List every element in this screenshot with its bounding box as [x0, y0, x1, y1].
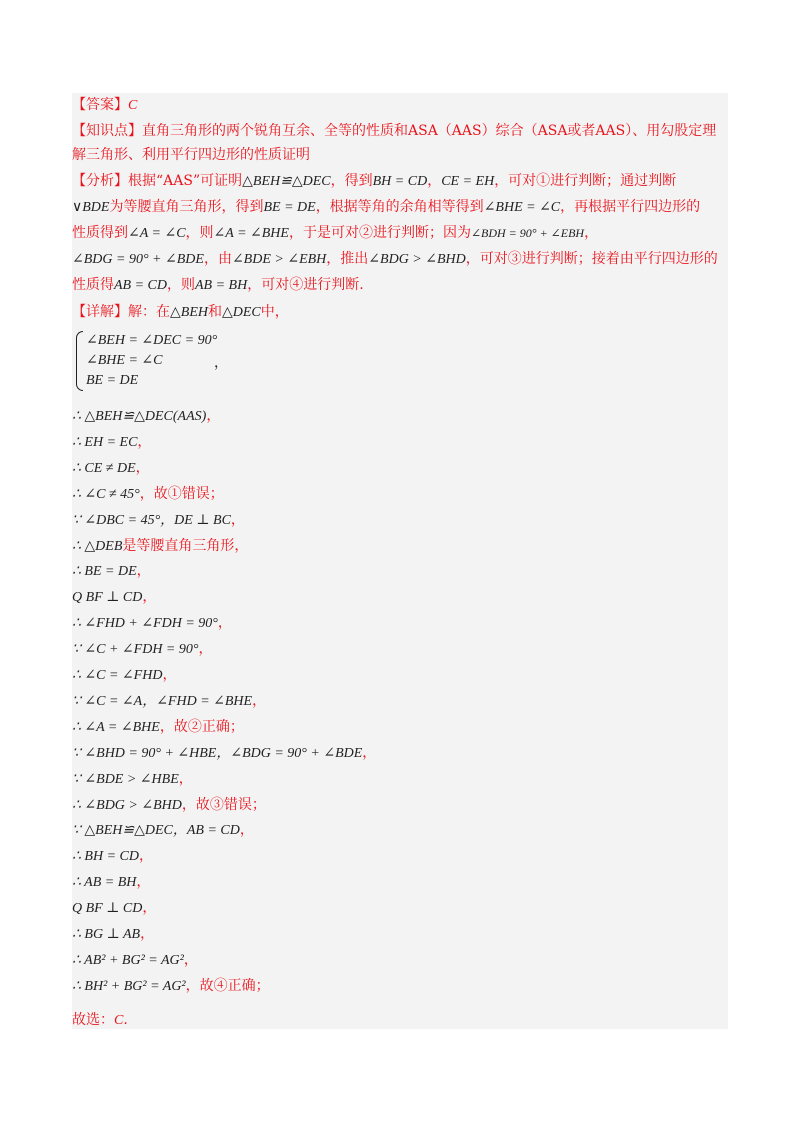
proof-step	[72, 510, 245, 531]
system-line-3: BE = DE	[86, 373, 139, 388]
step-math: ∴ BG ⊥ AB	[72, 927, 141, 942]
text: 中，	[260, 304, 289, 320]
left-brace-icon	[76, 331, 83, 391]
math: CE = EH	[441, 174, 495, 189]
math: ∠BDH = 90° + ∠EBH	[470, 226, 585, 240]
step-text: ，	[183, 951, 198, 968]
step-math: ∴ ∠A = ∠BHE	[72, 719, 160, 735]
text: 为等腰直角三角形，得到	[109, 199, 264, 215]
proof-step	[72, 924, 154, 945]
step-math: ∵ ∠BHD = 90° + ∠HBE，∠BDG = 90° + ∠BDE	[72, 745, 363, 761]
proof-step	[72, 691, 266, 712]
math: △DEC	[221, 305, 261, 320]
step-text: ，	[135, 459, 150, 476]
text: 性质得	[72, 277, 114, 293]
proof-step	[72, 406, 220, 427]
step-text: ，	[142, 900, 157, 917]
text: ，则	[167, 277, 195, 293]
step-text: ，	[138, 848, 153, 865]
step-math: ∴ BE = DE	[72, 564, 137, 580]
knowledge-line-2: 解三角形、利用平行四边形的性质证明	[72, 147, 310, 163]
detail-heading	[72, 302, 289, 323]
text: ，则	[185, 225, 214, 241]
text: 性质得到	[72, 225, 128, 241]
text: ，得到	[330, 173, 373, 189]
step-math: ∴ ∠BDG > ∠BHD	[72, 797, 182, 813]
equation-system	[74, 331, 274, 395]
step-math: ∴ AB = BH	[72, 875, 137, 891]
step-text: ，	[142, 589, 157, 606]
text: ，	[584, 225, 599, 241]
proof-step	[72, 484, 224, 505]
proof-step	[72, 846, 153, 867]
proof-step	[72, 976, 270, 997]
analysis-label: 【分析】	[72, 173, 128, 189]
text: ，于是可对②进行判断；因为	[288, 225, 471, 241]
proof-step	[72, 587, 156, 608]
proof-step	[72, 872, 150, 893]
step-math: ∵ △BEH≌△DEC，AB = CD	[72, 823, 240, 839]
step-text: ，故④正确；	[185, 977, 270, 994]
math: ∠A = ∠C	[128, 226, 186, 241]
step-text: ，故②正确；	[159, 718, 244, 735]
proof-step	[72, 613, 232, 634]
analysis-line-5	[72, 275, 364, 296]
proof-step	[72, 769, 193, 790]
math: BH = CD	[372, 174, 428, 189]
step-math: ∵ ∠C + ∠FDH = 90°	[72, 642, 199, 658]
answer-value: C	[128, 98, 138, 113]
step-math: Q BF ⊥ CD	[72, 590, 143, 606]
step-math: ∴ △DEB	[72, 538, 123, 554]
analysis-line-4	[72, 249, 718, 270]
step-math: ∴ EH = EC	[72, 434, 138, 450]
step-math: ∴ BH² + BG² = AG²	[72, 978, 186, 994]
step-text: ，	[239, 822, 254, 839]
proof-step	[72, 458, 150, 479]
math: ∠BHE = ∠C	[483, 200, 561, 215]
math: ∠A = ∠BHE	[213, 226, 289, 241]
document-body	[72, 93, 728, 1029]
text: ，根据等角的余角相等得到	[315, 199, 484, 215]
proof-step	[72, 795, 266, 816]
proof-step	[72, 561, 151, 582]
math: ∠BDE > ∠EBH	[231, 252, 327, 267]
final-answer-line	[72, 1010, 128, 1031]
proof-step	[72, 717, 244, 738]
math: ∠BDG > ∠BHD	[368, 252, 466, 267]
step-text: ，	[217, 615, 232, 632]
answer-line	[72, 95, 137, 116]
math: BE = DE	[263, 200, 316, 215]
final-value: C	[114, 1013, 124, 1028]
math: AB = BH	[195, 278, 248, 293]
math: ∨BDE	[72, 200, 110, 215]
final-label: 故选：	[72, 1012, 114, 1028]
proof-step	[72, 820, 254, 841]
step-text: ，	[252, 692, 267, 709]
text: ，再根据平行四边形的	[560, 199, 701, 215]
text: ，由	[203, 251, 232, 267]
step-text: ，	[136, 874, 151, 891]
step-text: ，	[162, 667, 177, 683]
knowledge-line-1: 【知识点】直角三角形的两个锐角互余、全等的性质和ASA（AAS）综合（ASA或者AAS）、用勾股定理	[72, 123, 717, 139]
step-text: 是等腰直角三角形，	[122, 537, 249, 554]
step-text: ，	[137, 433, 152, 450]
step-text: ，	[362, 744, 377, 761]
system-line-2: ∠BHE = ∠C	[86, 353, 163, 368]
proof-step	[72, 950, 198, 971]
step-math: ∴ BH = CD	[72, 849, 139, 865]
proof-step	[72, 536, 248, 557]
step-math: ∴ △BEH≌△DEC(AAS)	[72, 409, 207, 424]
step-math: ∴ ∠C ≠ 45°	[72, 486, 140, 502]
proof-step	[72, 743, 376, 764]
text: ，推出	[326, 251, 369, 267]
step-text: ，	[178, 770, 193, 787]
text: ，可对④进行判断.	[247, 277, 364, 293]
text: ，	[427, 173, 442, 189]
analysis-line-3	[72, 223, 598, 244]
system-line-1: ∠BEH = ∠DEC = 90°	[86, 333, 218, 348]
step-text: ，	[230, 511, 245, 528]
step-math: ∵ ∠DBC = 45°，DE ⊥ BC	[72, 512, 231, 528]
proof-step	[72, 432, 151, 453]
step-text: ，故③错误；	[181, 796, 266, 813]
step-math: ∵ ∠BDE > ∠HBE	[72, 771, 179, 787]
text: 和	[207, 304, 222, 320]
detail-label: 【详解】解：在	[72, 304, 170, 320]
step-math: ∴ AB² + BG² = AG²	[72, 952, 184, 968]
system-comma: ，	[214, 355, 228, 371]
answer-label: 【答案】	[72, 97, 128, 113]
math: ∠BDG = 90° + ∠BDE	[72, 252, 204, 267]
text: 根据“AAS”可证明	[128, 173, 243, 189]
math: △BEH	[170, 305, 208, 320]
analysis-line-2	[72, 197, 700, 218]
proof-step	[72, 665, 176, 686]
math: △BEH≌△DEC	[242, 174, 331, 189]
step-text: ，	[140, 926, 155, 942]
text: ，可对③进行判断；接着由平行四边形的	[465, 251, 718, 267]
step-text: ，	[136, 563, 151, 580]
step-text: ，故①错误；	[139, 485, 224, 502]
math: AB = CD	[114, 278, 167, 293]
step-math: ∴ ∠C = ∠FHD	[72, 668, 163, 683]
step-text: ，	[206, 408, 221, 424]
analysis-line-1	[72, 171, 676, 192]
proof-step	[72, 639, 212, 660]
final-period: .	[123, 1012, 128, 1028]
step-math: ∴ CE ≠ DE	[72, 460, 136, 476]
text: ，可对①进行判断；通过判断	[494, 173, 677, 189]
proof-step	[72, 898, 156, 919]
step-text: ，	[198, 641, 213, 658]
step-math: Q BF ⊥ CD	[72, 901, 143, 917]
step-math: ∴ ∠FHD + ∠FDH = 90°	[72, 616, 218, 632]
step-math: ∵ ∠C = ∠A，∠FHD = ∠BHE	[72, 693, 253, 709]
